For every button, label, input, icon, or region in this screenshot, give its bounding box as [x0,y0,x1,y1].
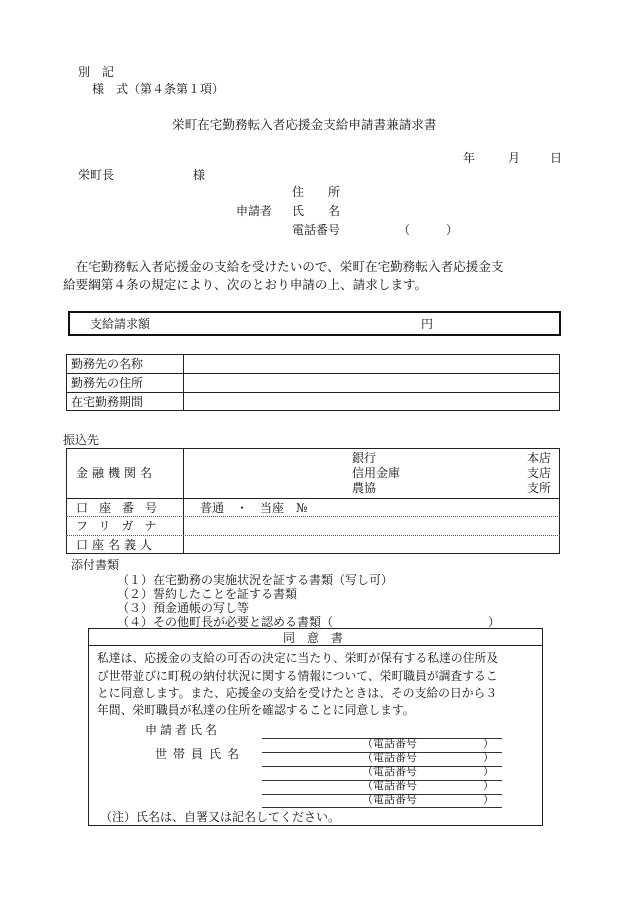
date-day: 日 [550,151,563,165]
account-holder-label: 口座名義人 [76,538,157,552]
household-phone-5-close: ） [483,793,494,806]
institution-label: 金融機関名 [76,466,157,480]
bank-type-ja: 農協 [352,481,377,495]
applicant-phone-close: ） [446,223,459,237]
applicant-phone-open: （ [398,223,411,237]
body-line-2: 給要綱第４条の規定により、次のとおり申請の上、請求します。 [63,277,428,292]
household-phone-2-close: ） [483,751,494,764]
bank-section-label: 振込先 [63,433,100,447]
addressee-honorific: 様 [193,168,206,182]
date-year: 年 [463,151,476,165]
amount-unit: 円 [421,317,434,331]
household-name-label: 世帯員氏名 [155,747,246,761]
branch-branch: 支店 [527,466,552,480]
attachment-item-4: （４）その他町長が必要と認める書類（ [117,615,334,629]
household-phone-4: （電話番号 [362,779,417,792]
consent-line-3: とに同意します。また、応援金の支給を受けたときは、その支給の日から３ [97,686,498,700]
account-number-label: 口座番号 [76,501,169,515]
attachments-label: 添付書類 [71,558,120,572]
household-phone-1: （電話番号 [362,737,417,750]
attachment-item-1: （１）在宅勤務の実施状況を証する書類（写し可） [117,573,394,587]
household-phone-2: （電話番号 [362,751,417,764]
work-address-label: 勤務先の住所 [71,376,144,390]
addressee-name: 栄町長 [78,168,115,182]
page-title: 栄町在宅勤務転入者応援金支給申請書兼請求書 [172,117,437,132]
consent-note: （注）氏名は、自署又は記名してください。 [100,810,341,824]
household-phone-4-close: ） [483,779,494,792]
attachment-item-3: （３）預金通帳の写し等 [117,601,250,615]
applicant-phone-label: 電話番号 [292,223,341,237]
consent-line-1: 私達は、応援金の支給の可否の決定に当たり、栄町が保有する私達の住所及 [97,651,499,665]
consent-line-4: 年間、栄町職員が私達の住所を確認することに同意します。 [97,703,415,717]
bank-type-credit: 信用金庫 [352,466,401,480]
applicant-name-label: 氏 名 [292,204,341,218]
attachment-item-2: （２）誓約したことを証する書類 [117,587,298,601]
household-phone-5: （電話番号 [362,793,417,806]
household-phone-3: （電話番号 [362,765,417,778]
applicant-address-label: 住 所 [292,185,341,199]
consent-line-2: び世帯並びに町税の納付状況に関する情報について、栄町職員が調査するこ [97,669,498,683]
consent-title: 同 意 書 [283,631,344,645]
date-month: 月 [508,151,521,165]
body-line-1: 在宅勤務転入者応援金の支給を受けたいので、栄町在宅勤務転入者応援金支 [63,259,504,274]
household-phone-3-close: ） [483,765,494,778]
work-name-label: 勤務先の名称 [71,357,144,371]
attachment-item-4-close: ） [488,615,501,629]
applicant-label: 申請者 [236,204,273,218]
household-phone-1-close: ） [483,737,494,750]
amount-label: 支給請求額 [90,317,151,331]
branch-head: 本店 [527,451,552,465]
annex-label: 別 記 [78,65,115,79]
style-reference: 様 式（第４条第１項） [92,82,225,96]
consent-applicant-name-label: 申請者氏名 [145,723,221,737]
furigana-label: フリガナ [76,519,168,533]
account-type-text: 普通 ・ 当座 № [200,501,308,515]
branch-office: 支所 [527,481,552,495]
telework-period-label: 在宅勤務期間 [71,395,144,409]
bank-type-bank: 銀行 [352,451,377,465]
